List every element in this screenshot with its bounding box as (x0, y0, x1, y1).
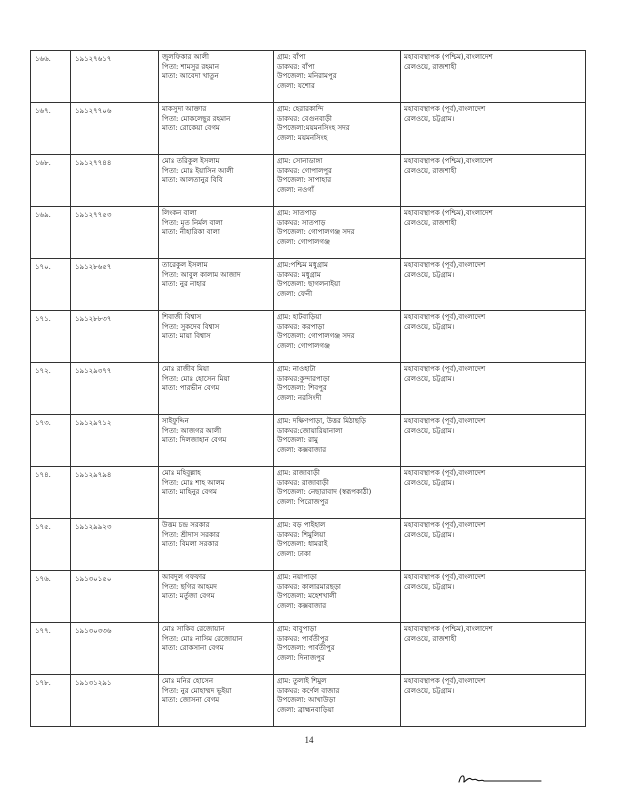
name-line: মাতা: পারভীন বেগম (162, 384, 220, 392)
applicant-id-cell: ১৯১২৭৭৪৪ (71, 155, 159, 207)
name-line: পিতা: আজগর আলী (162, 426, 222, 435)
office-cell (401, 675, 586, 727)
name-line: মাতা: রোকেয়া বেগম (162, 124, 220, 132)
name-line: উত্তম চন্দ্র সরকার (162, 521, 210, 529)
address-cell (274, 519, 401, 571)
address-line: গ্রাম: রাজাবাড়ী (277, 469, 320, 477)
name-cell (159, 415, 274, 467)
name-line: মাতা: দিলজাহান বেগম (162, 436, 227, 444)
applicant-id-cell: ১৯১২৯৯২৩ (71, 519, 159, 571)
office-line: মহাব্যবস্থাপক (পূর্ব),বাংলাদেশ (404, 313, 486, 321)
name-cell (159, 519, 274, 571)
address-line: গ্রাম: নাওহাটা (277, 365, 316, 373)
serial-cell: ১৭৪. (31, 467, 71, 519)
office-line: রেলওয়ে, চট্টগ্রাম। (404, 478, 455, 487)
address-line: ডাকঘর:কুন্দারপাড়া (277, 374, 330, 383)
office-line: মহাব্যবস্থাপক (পূর্ব),বাংলাদেশ (404, 573, 486, 581)
address-line: ডাকঘর: শিমুলিয়া (277, 530, 326, 539)
office-line: রেলওয়ে, চট্টগ্রাম। (404, 686, 455, 695)
address-line: গ্রাম: বাঁপা (277, 53, 306, 61)
office-line: মহাব্যবস্থাপক (পশ্চিম),বাংলাদেশ (404, 157, 493, 165)
applicant-id-cell: ১৯১২৭৬১৭ (71, 51, 159, 103)
address-line: গ্রাম: সোনাডাঙ্গা (277, 157, 323, 165)
applicant-id-cell: ১৯১৩০৩৩৬ (71, 623, 159, 675)
name-line: পিতা: মোঃ ইয়াসিন আলী (162, 166, 234, 175)
office-line: মহাব্যবস্থাপক (পশ্চিম),বাংলাদেশ (404, 209, 493, 217)
office-line: রেলওয়ে, চট্টগ্রাম। (404, 582, 455, 591)
office-line: মহাব্যবস্থাপক (পূর্ব),বাংলাদেশ (404, 261, 486, 269)
office-line: মহাব্যবস্থাপক (পূর্ব),বাংলাদেশ (404, 417, 486, 425)
office-line: রেলওয়ে, রাজশাহী (404, 634, 457, 643)
address-line: জেলা: ফেনী (277, 289, 313, 298)
applicant-id-cell: ১৯১৩০১৫০ (71, 571, 159, 623)
serial-cell: ১৬৮. (31, 155, 71, 207)
address-cell (274, 51, 401, 103)
applicant-id-cell: ১৯১২৯৭৯৪ (71, 467, 159, 519)
address-line: উপজেলা: পার্বতীপুর (277, 644, 335, 652)
address-line: জেলা: নওগাঁ (277, 185, 314, 194)
table-row (31, 415, 586, 467)
address-line: ডাকঘর: বেগুনবাড়ী (277, 114, 332, 123)
address-line: জেলা: ঢাকা (277, 549, 311, 558)
name-line: মোঃ মনির হোসেন (162, 677, 214, 685)
office-line: রেলওয়ে, রাজশাহী (404, 218, 457, 227)
table-row (31, 51, 586, 103)
table-row (31, 207, 586, 259)
address-line: জেলা: পিরোজপুর (277, 497, 329, 506)
table-row (31, 623, 586, 675)
office-cell (401, 207, 586, 259)
name-line: মোঃ রাজীব মিয়া (162, 365, 210, 373)
applicant-id-cell: ১৯১২৯৭১২ (71, 415, 159, 467)
name-line: লিংকন বালা (162, 209, 197, 217)
name-cell (159, 675, 274, 727)
name-line: পিতা: মোঃ নাসিম রেজোয়ান (162, 634, 243, 643)
name-cell (159, 103, 274, 155)
name-line: পিতা: মৃত নির্মল বালা (162, 218, 223, 227)
name-line: মাতা: বিমলা সরকার (162, 540, 219, 548)
name-line: মাতা: মায়া বিশ্বাস (162, 332, 211, 340)
office-cell (401, 519, 586, 571)
address-line: উপজেলা: মনিরামপুর (277, 72, 337, 80)
name-line: মাতা: আলতানুর বিবি (162, 176, 223, 184)
address-line: ডাকঘর: কালারমারছড়া (277, 582, 341, 591)
serial-cell: ১৭৭. (31, 623, 71, 675)
name-line: মাতা: আবেদা খাতুন (162, 72, 219, 80)
address-line: ডাকঘর: কর্ণেল বাজার (277, 686, 340, 695)
address-line: জেলা: ব্রাহ্মনবাড়িয়া (277, 705, 334, 714)
name-cell (159, 155, 274, 207)
address-line: গ্রাম:পশ্চিম মধুগ্রাম (277, 261, 328, 269)
office-line: রেলওয়ে, রাজশাহী (404, 166, 457, 175)
name-line: পিতা: মোঃ হোসেন মিয়া (162, 374, 230, 383)
table-row (31, 571, 586, 623)
address-line: উপজেলা: আখাউড়া (277, 696, 336, 704)
address-cell (274, 675, 401, 727)
name-cell (159, 311, 274, 363)
page-number: 14 (304, 735, 314, 745)
address-line: ডাকঘর: করপাড়া (277, 322, 325, 331)
table-row (31, 155, 586, 207)
signature-mark (455, 770, 545, 788)
serial-cell: ১৭০. (31, 259, 71, 311)
name-line: পিতা: সুকদেব বিশ্বাস (162, 322, 220, 331)
address-line: ডাকঘর: গোপালপুর (277, 166, 332, 175)
office-cell (401, 311, 586, 363)
name-cell (159, 207, 274, 259)
address-cell (274, 415, 401, 467)
address-line: গ্রাম: হাটবাড়িয়া (277, 313, 322, 321)
name-cell (159, 571, 274, 623)
office-cell (401, 571, 586, 623)
table-row (31, 519, 586, 571)
office-line: মহাব্যবস্থাপক (পূর্ব),বাংলাদেশ (404, 677, 486, 685)
address-cell (274, 311, 401, 363)
address-line: গ্রাম: বড় পাইহাল (277, 521, 326, 529)
name-line: পিতা: নুর মোহাম্মদ ভূইয়া (162, 686, 232, 695)
applicant-id-cell: ১৯১৩১২৯১ (71, 675, 159, 727)
name-cell (159, 467, 274, 519)
office-cell (401, 155, 586, 207)
office-line: রেলওয়ে, চট্টগ্রাম। (404, 322, 455, 331)
applicant-id-cell: ১৯১২৭৭০৬ (71, 103, 159, 155)
address-line: ডাকঘর: রাজাবাড়ী (277, 478, 329, 487)
office-line: রেলওয়ে, চট্টগ্রাম। (404, 114, 455, 123)
applicant-id-cell: ১৯১২৮৮৩৭ (71, 311, 159, 363)
name-line: মাকসুদা আক্তার (162, 105, 207, 113)
serial-cell: ১৭৮. (31, 675, 71, 727)
office-cell (401, 103, 586, 155)
serial-cell: ১৭২. (31, 363, 71, 415)
name-line: মাতা: জোসনা বেগম (162, 696, 220, 704)
address-line: গ্রাম: নয়াপাড়া (277, 573, 317, 581)
name-line: পিতা: মোঃ শাহ আলম (162, 478, 225, 487)
name-line: তারেকুল ইসলাম (162, 261, 208, 269)
office-cell (401, 363, 586, 415)
name-line: পিতা: শ্রীদাস সরকার (162, 530, 220, 539)
name-line: পিতা: শামসুর রহমান (162, 62, 220, 71)
name-cell (159, 51, 274, 103)
name-line: মোঃ সাকিব রেজোয়ান (162, 625, 225, 633)
serial-cell: ১৬৯. (31, 207, 71, 259)
address-line: ডাকঘর: বাঁপা (277, 62, 315, 71)
office-cell (401, 259, 586, 311)
office-line: মহাব্যবস্থাপক (পূর্ব),বাংলাদেশ (404, 365, 486, 373)
name-line: মাতা: মাহিনুর বেগম (162, 488, 217, 496)
address-line: উপজেলা: ধামরাই (277, 540, 328, 548)
name-cell (159, 259, 274, 311)
address-line: জেলা: ময়মনসিংহ (277, 133, 328, 142)
name-line: মোঃ তরিকুল ইসলাম (162, 157, 220, 165)
table-body (31, 51, 586, 727)
address-line: উপজেলা: গোপালগঞ্জ সদর (277, 332, 355, 340)
address-line: জেলা: কক্সবাজার (277, 445, 327, 454)
office-line: মহাব্যবস্থাপক (পূর্ব),বাংলাদেশ (404, 105, 486, 113)
name-line: মাতা: নুর নাহার (162, 280, 206, 288)
name-line: মাতা: নীহারিকা বালা (162, 228, 220, 236)
table-row (31, 311, 586, 363)
table-row (31, 103, 586, 155)
address-line: জেলা: নরসিংদী (277, 393, 322, 402)
office-cell (401, 415, 586, 467)
name-line: মাতা: মর্তুজা বেগম (162, 592, 215, 600)
address-line: ডাকঘর: পার্বতীপুর (277, 634, 329, 643)
applicant-id-cell: ১৯১২৭৭৫৩ (71, 207, 159, 259)
name-line: জুলফিকার আলী (162, 53, 209, 61)
address-cell (274, 103, 401, 155)
address-line: উপজেলা:ময়মনসিংহ সদর (277, 124, 350, 132)
office-line: রেলওয়ে, চট্টগ্রাম। (404, 374, 455, 383)
name-cell (159, 623, 274, 675)
serial-cell: ১৬৬. (31, 51, 71, 103)
address-line: জেলা: কক্সবাজার (277, 601, 327, 610)
office-line: মহাব্যবস্থাপক (পশ্চিম),বাংলাদেশ (404, 53, 493, 61)
address-cell (274, 623, 401, 675)
address-line: ডাকঘর: সাতপাড় (277, 218, 326, 227)
address-line: গ্রাম: দক্ষিণপাড়া, উত্তর মিঠাছড়ি (277, 417, 367, 425)
address-line: উপজেলা: শিবপুর (277, 384, 327, 392)
office-line: রেলওয়ে, চট্টগ্রাম। (404, 270, 455, 279)
table-row (31, 363, 586, 415)
office-line: রেলওয়ে, রাজশাহী (404, 62, 457, 71)
address-cell (274, 571, 401, 623)
address-line: উপজেলা: রামু (277, 436, 318, 444)
name-line: মাতা: রোকসানা বেগম (162, 644, 224, 652)
serial-cell: ১৬৭. (31, 103, 71, 155)
address-cell (274, 363, 401, 415)
name-line: শিবাজী বিশ্বাস (162, 313, 202, 321)
office-line: মহাব্যবস্থাপক (পূর্ব),বাংলাদেশ (404, 521, 486, 529)
serial-cell: ১৭৫. (31, 519, 71, 571)
serial-cell: ১৭৩. (31, 415, 71, 467)
table-row (31, 467, 586, 519)
address-line: ডাকঘর:জোয়ারিয়ানালা (277, 426, 343, 435)
name-line: মোঃ মহিবুল্লাহ (162, 469, 201, 477)
office-line: মহাব্যবস্থাপক (পূর্ব),বাংলাদেশ (404, 469, 486, 477)
table-row (31, 259, 586, 311)
recruitment-table (30, 50, 586, 727)
office-line: রেলওয়ে, চট্টগ্রাম। (404, 426, 455, 435)
serial-cell: ১৭৬. (31, 571, 71, 623)
office-cell (401, 623, 586, 675)
office-cell (401, 467, 586, 519)
address-line: উপজেলা: গোপালগঞ্জ সদর (277, 228, 355, 236)
address-line: গ্রাম: হেরারকান্দি (277, 105, 324, 113)
address-line: উপজেলা: ছাগলনাইয়া (277, 280, 341, 288)
applicant-id-cell: ১৯১২৯৩৭৭ (71, 363, 159, 415)
address-cell (274, 259, 401, 311)
address-line: উপজেলা: মহেশখালী (277, 592, 337, 600)
office-line: রেলওয়ে, চট্টগ্রাম। (404, 530, 455, 539)
address-line: জেলা: গোপালগঞ্জ (277, 237, 330, 246)
office-line: মহাব্যবস্থাপক (পশ্চিম),বাংলাদেশ (404, 625, 493, 633)
address-line: জেলা: গোপালগঞ্জ (277, 341, 330, 350)
table-row (31, 675, 586, 727)
name-line: আবদুল গফফার (162, 573, 206, 581)
address-line: ডাকঘর: মধুগ্রাম (277, 270, 321, 279)
name-cell (159, 363, 274, 415)
name-line: পিতা: মোকলেছুর রহমান (162, 114, 231, 123)
address-cell (274, 207, 401, 259)
serial-cell: ১৭১. (31, 311, 71, 363)
address-cell (274, 467, 401, 519)
address-line: জেলা: দিনাজপুর (277, 653, 325, 662)
address-line: গ্রাম: বাবুপাড়া (277, 625, 317, 633)
applicant-id-cell: ১৯১২৮৬৫৭ (71, 259, 159, 311)
name-line: পিতা: আবুল কালাম আজাদ (162, 270, 241, 279)
name-line: সাইফুদ্দিন (162, 417, 189, 425)
office-cell (401, 51, 586, 103)
address-line: গ্রাম: তুলাই শিমুল (277, 677, 327, 685)
address-line: জেলা: যশোর (277, 81, 315, 90)
address-line: উপজেলা: নেছারাবাদ (স্বরূপকাঠী) (277, 488, 372, 496)
address-cell (274, 155, 401, 207)
address-line: উপজেলা: সাপাহার (277, 176, 332, 184)
address-line: গ্রাম: সাতপাড় (277, 209, 317, 217)
name-line: পিতা: ছগির আহমদ (162, 582, 217, 591)
